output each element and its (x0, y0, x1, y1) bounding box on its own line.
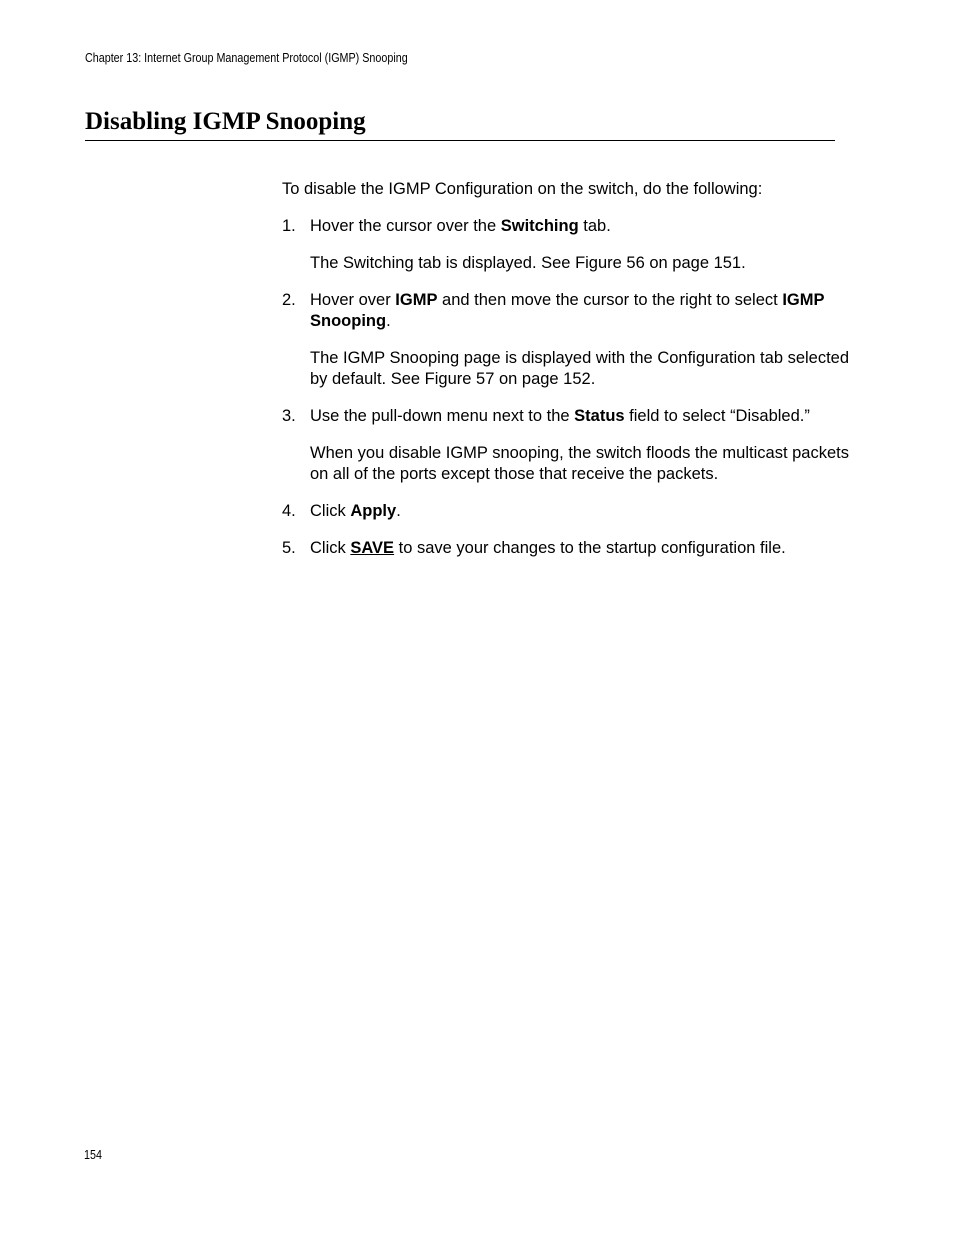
save-link[interactable]: SAVE (350, 539, 395, 557)
step-3 (282, 406, 854, 485)
step-number: 4. (282, 502, 296, 520)
ui-term-igmp: IGMP (395, 291, 438, 309)
step-text-part: Use the pull-down menu next to the (310, 407, 575, 425)
step-text (310, 290, 854, 332)
step-4 (282, 501, 854, 522)
title-rule (85, 140, 835, 141)
step-text (310, 406, 854, 427)
step-text (310, 538, 854, 559)
step-note: The Switching tab is displayed. See Figure 56 on page 151. (310, 254, 746, 272)
step-text-part: tab. (578, 217, 611, 235)
ui-term-status: Status (574, 407, 625, 425)
ui-term-apply: Apply (350, 502, 397, 520)
step-2 (282, 290, 854, 390)
step-5 (282, 538, 854, 559)
step-number: 2. (282, 291, 296, 309)
running-header: Chapter 13: Internet Group Management Protocol (IGMP) Snooping (85, 51, 408, 65)
step-number: 3. (282, 407, 296, 425)
step-text-part: to save your changes to the startup configuration file. (394, 539, 786, 557)
step-text-part: Click (310, 539, 351, 557)
step-text-part: Hover the cursor over the (310, 217, 501, 235)
step-text-part: . (396, 502, 401, 520)
ui-term-igmp-snooping: IGMP Snooping (310, 291, 825, 330)
step-number: 1. (282, 217, 296, 235)
step-note: The IGMP Snooping page is displayed with the Configuration tab selected by default. See Figure 57 on page 152. (310, 349, 850, 388)
step-text-part: . (386, 312, 391, 330)
step-text-part: field to select “Disabled.” (624, 407, 810, 425)
step-text (310, 501, 854, 522)
step-text-part: and then move the cursor to the right to select (437, 291, 783, 309)
step-text-part: Click (310, 502, 351, 520)
step-number: 5. (282, 539, 296, 557)
step-note: When you disable IGMP snooping, the switch floods the multicast packets on all of the ports except those that receive the packets. (310, 444, 849, 483)
intro-text: To disable the IGMP Configuration on the switch, do the following: (282, 180, 763, 198)
step-1 (282, 216, 854, 274)
page-number: 154 (84, 1148, 102, 1162)
section-title: Disabling IGMP Snooping (85, 108, 366, 135)
step-text-part: Hover over (310, 291, 396, 309)
step-text (310, 216, 854, 237)
ui-term-switching: Switching (500, 217, 579, 235)
procedure-body (282, 179, 854, 575)
